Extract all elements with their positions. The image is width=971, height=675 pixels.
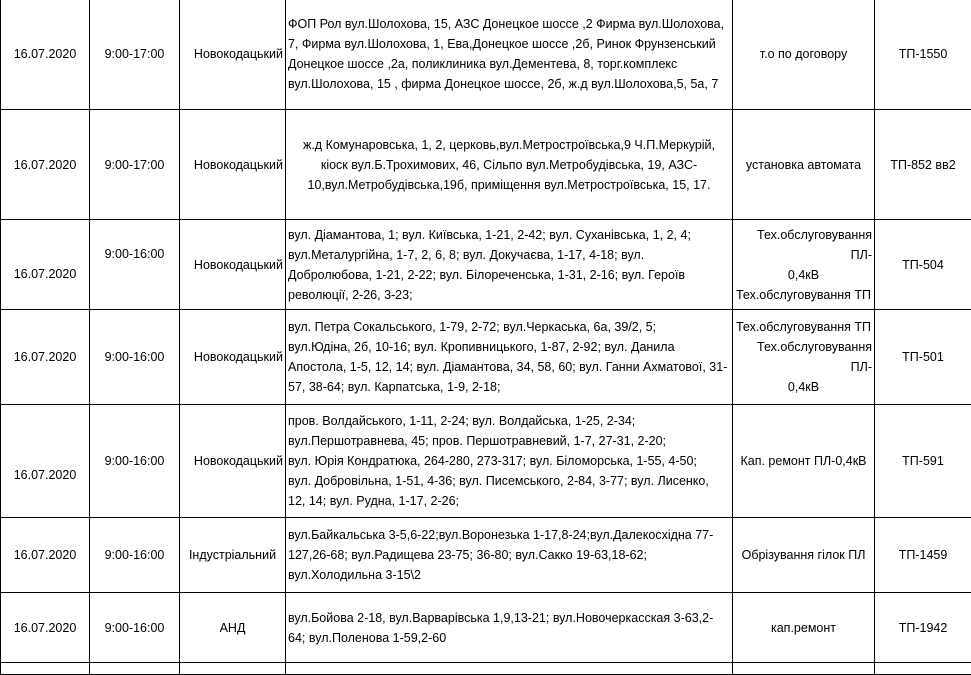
- district-cell: Новокодацький: [180, 310, 286, 405]
- date-cell: 16.07.2020: [1, 518, 90, 593]
- time-cell: 9:00-16:00: [90, 405, 180, 518]
- addresses-cell: [286, 593, 733, 663]
- address-line: вул.Холодильна 3-15\2: [288, 565, 730, 585]
- address-line: ФОП Рол вул.Шолохова, 15, АЗС Донецкое шоссе ,2 Фирма вул.Шолохова,: [288, 14, 730, 34]
- table-row: [1, 593, 971, 663]
- district-cell: АНД: [180, 593, 286, 663]
- work-type-cell: [733, 110, 875, 220]
- substation-cell: ТП-1459: [875, 518, 971, 593]
- work-type-cell: [733, 518, 875, 593]
- district-cell: Новокодацький: [180, 220, 286, 310]
- address-line: вул.Шолохова, 15 , фирма Донецкое шоссе, 2б, ж.д вул.Шолохова,5, 5а, 7: [288, 74, 730, 94]
- table-row: [1, 310, 971, 405]
- address-line: Апостола, 1-5, 12, 14; вул. Діамантова, 34, 58, 60; вул. Ганни Ахматової, 31-: [288, 357, 730, 377]
- substation-cell: ТП-1550: [875, 0, 971, 110]
- substation-cell: ТП-504: [875, 220, 971, 310]
- address-line: вул.Бойова 2-18, вул.Варварівська 1,9,13-21; вул.Новочеркасская 3-63,2-: [288, 608, 730, 628]
- address-line: вул.Юдіна, 2б, 10-16; вул. Кропивницького, 1-87, 2-92; вул. Данила: [288, 337, 730, 357]
- time-cell: [90, 663, 180, 675]
- date-cell: 16.07.2020: [1, 593, 90, 663]
- date-cell: 16.07.2020: [1, 220, 90, 310]
- substation-cell: ТП-1942: [875, 593, 971, 663]
- work-type-cell: [733, 593, 875, 663]
- table-row: [1, 220, 971, 310]
- address-line: вул. Юрія Кондратюка, 264-280, 273-317; вул. Біломорська, 1-55, 4-50;: [288, 451, 730, 471]
- address-line: Донецкое шоссе ,2а, поликлиника вул.Дементева, 8, торг.комплекс: [288, 54, 730, 74]
- address-line: вул. Діамантова, 1; вул. Київська, 1-21, 2-42; вул. Суханівська, 1, 2, 4;: [288, 225, 730, 245]
- address-line: 64; вул.Поленова 1-59,2-60: [288, 628, 730, 648]
- address-line: ж.д Комунаровська, 1, 2, церковь,вул.Метростроївська,9 Ч.П.Меркурій,: [288, 135, 730, 155]
- work-line: 0,4кВ: [735, 265, 872, 285]
- work-type-cell: [733, 663, 875, 675]
- address-line: вул. Петра Сокальського, 1-79, 2-72; вул.Черкаська, 6а, 39/2, 5;: [288, 317, 730, 337]
- substation-cell: ТП-852 вв2: [875, 110, 971, 220]
- date-cell: [1, 663, 90, 675]
- addresses-cell: [286, 0, 733, 110]
- address-line: вул.Металургійна, 1-7, 2, 6, 8; вул. Докучаєва, 1-17, 4-18; вул.: [288, 245, 730, 265]
- table-row: [1, 663, 971, 675]
- district-cell: Новокодацький: [180, 0, 286, 110]
- work-type-cell: [733, 405, 875, 518]
- district-cell: Індустріальний: [180, 518, 286, 593]
- address-line: революції, 2-26, 3-23;: [288, 285, 730, 305]
- address-line: вул. Добровільна, 1-51, 4-36; вул. Писемського, 2-84, 3-77; вул. Лисенко,: [288, 471, 730, 491]
- table-row: [1, 405, 971, 518]
- time-cell: 9:00-16:00: [90, 518, 180, 593]
- time-cell: 9:00-16:00: [90, 310, 180, 405]
- address-line: вул.Першотравнева, 45; пров. Першотравневий, 1-7, 27-31, 2-20;: [288, 431, 730, 451]
- time-cell: 9:00-16:00: [90, 220, 180, 310]
- work-line: Тех.обслуговування ТП: [735, 285, 872, 305]
- work-line: Тех.обслуговування ПЛ-: [735, 225, 872, 265]
- address-line: пров. Волдайського, 1-11, 2-24; вул. Волдайська, 1-25, 2-34;: [288, 411, 730, 431]
- substation-cell: ТП-591: [875, 405, 971, 518]
- district-cell: Новокодацький: [180, 405, 286, 518]
- addresses-cell: [286, 220, 733, 310]
- addresses-cell: [286, 405, 733, 518]
- time-cell: 9:00-16:00: [90, 593, 180, 663]
- table-row: [1, 0, 971, 110]
- work-type-cell: [733, 310, 875, 405]
- district-cell: Новокодацький: [180, 110, 286, 220]
- work-line: установка автомата: [735, 155, 872, 175]
- address-line: 12, 14; вул. Рудна, 1-17, 2-26;: [288, 491, 730, 511]
- work-line: 0,4кВ: [735, 377, 872, 397]
- addresses-cell: [286, 663, 733, 675]
- work-type-cell: [733, 220, 875, 310]
- district-cell: [180, 663, 286, 675]
- work-type-cell: [733, 0, 875, 110]
- time-cell: 9:00-17:00: [90, 110, 180, 220]
- time-cell: 9:00-17:00: [90, 0, 180, 110]
- work-line: Обрізування гілок ПЛ: [735, 545, 872, 565]
- address-line: вул.Байкальська 3-5,6-22;вул.Воронезька 1-17,8-24;вул.Далекосхідна 77-: [288, 525, 730, 545]
- work-line: Тех.обслуговування ТП: [735, 317, 872, 337]
- substation-cell: ТП-501: [875, 310, 971, 405]
- date-cell: 16.07.2020: [1, 405, 90, 518]
- date-cell: 16.07.2020: [1, 110, 90, 220]
- date-cell: 16.07.2020: [1, 0, 90, 110]
- table-row: [1, 110, 971, 220]
- addresses-cell: [286, 310, 733, 405]
- work-line: Кап. ремонт ПЛ-0,4кВ: [735, 451, 872, 471]
- address-line: Добролюбова, 1-21, 2-22; вул. Білореченська, 1-31, 2-16; вул. Героїв: [288, 265, 730, 285]
- address-line: 10,вул.Метробудівська,19б, приміщення вул.Метростроївська, 15, 17.: [288, 175, 730, 195]
- address-line: 127,26-68; вул.Радищева 23-75; 36-80; вул.Сакко 19-63,18-62;: [288, 545, 730, 565]
- addresses-cell: [286, 518, 733, 593]
- address-line: кіоск вул.Б.Трохимових, 46, Сільпо вул.Метробудівська, 19, АЗС-: [288, 155, 730, 175]
- work-line: т.о по договору: [735, 44, 872, 64]
- address-line: 7, Фирма вул.Шолохова, 1, Ева,Донецкое шоссе ,2б, Ринок Фрунзенський: [288, 34, 730, 54]
- date-cell: 16.07.2020: [1, 310, 90, 405]
- work-line: Тех.обслуговування ПЛ-: [735, 337, 872, 377]
- table-row: [1, 518, 971, 593]
- substation-cell: [875, 663, 971, 675]
- address-line: 57, 38-64; вул. Карпатська, 1-9, 2-18;: [288, 377, 730, 397]
- work-line: кап.ремонт: [735, 618, 872, 638]
- addresses-cell: [286, 110, 733, 220]
